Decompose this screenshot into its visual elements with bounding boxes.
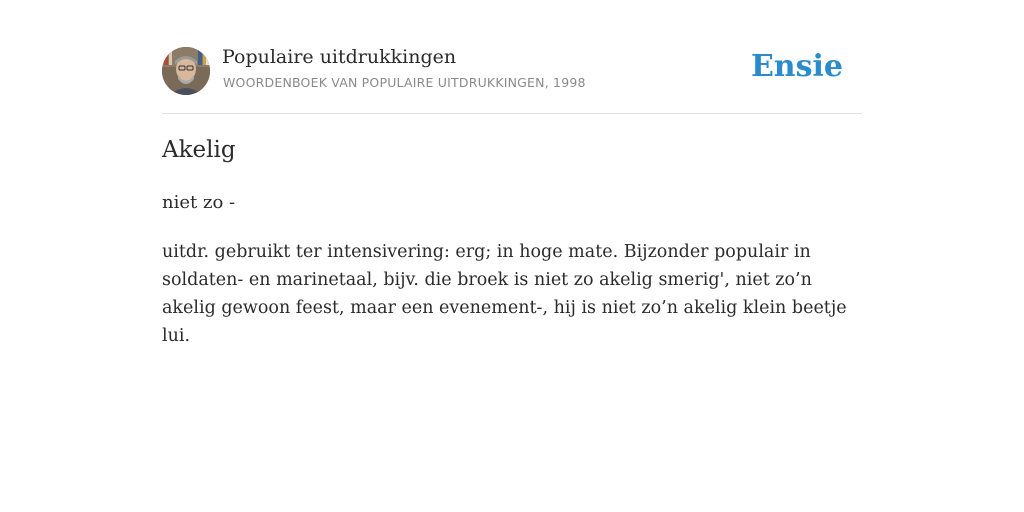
entry-card bbox=[162, 46, 862, 346]
header-divider bbox=[162, 113, 862, 114]
entry-headword: Akelig bbox=[162, 137, 236, 163]
author-avatar[interactable] bbox=[162, 47, 210, 95]
author-portrait-icon bbox=[162, 47, 210, 95]
source-header bbox=[162, 46, 862, 96]
source-subtitle: WOORDENBOEK VAN POPULAIRE UITDRUKKINGEN, 1998 bbox=[223, 75, 586, 90]
entry-definition: uitdr. gebruikt ter intensivering: erg; in hoge mate. Bijzonder populair in soldaten- en marinetaal, bijv. die broek is niet zo akelig smerig', niet zo’n akelig gewoon feest, maar een evenement-, hij is niet zo’n akelig klein beetje lui. bbox=[162, 242, 847, 346]
brand-logo[interactable]: Ensie bbox=[750, 49, 843, 84]
entry-phrase: niet zo - bbox=[162, 192, 236, 213]
source-title[interactable]: Populaire uitdrukkingen bbox=[222, 46, 457, 68]
